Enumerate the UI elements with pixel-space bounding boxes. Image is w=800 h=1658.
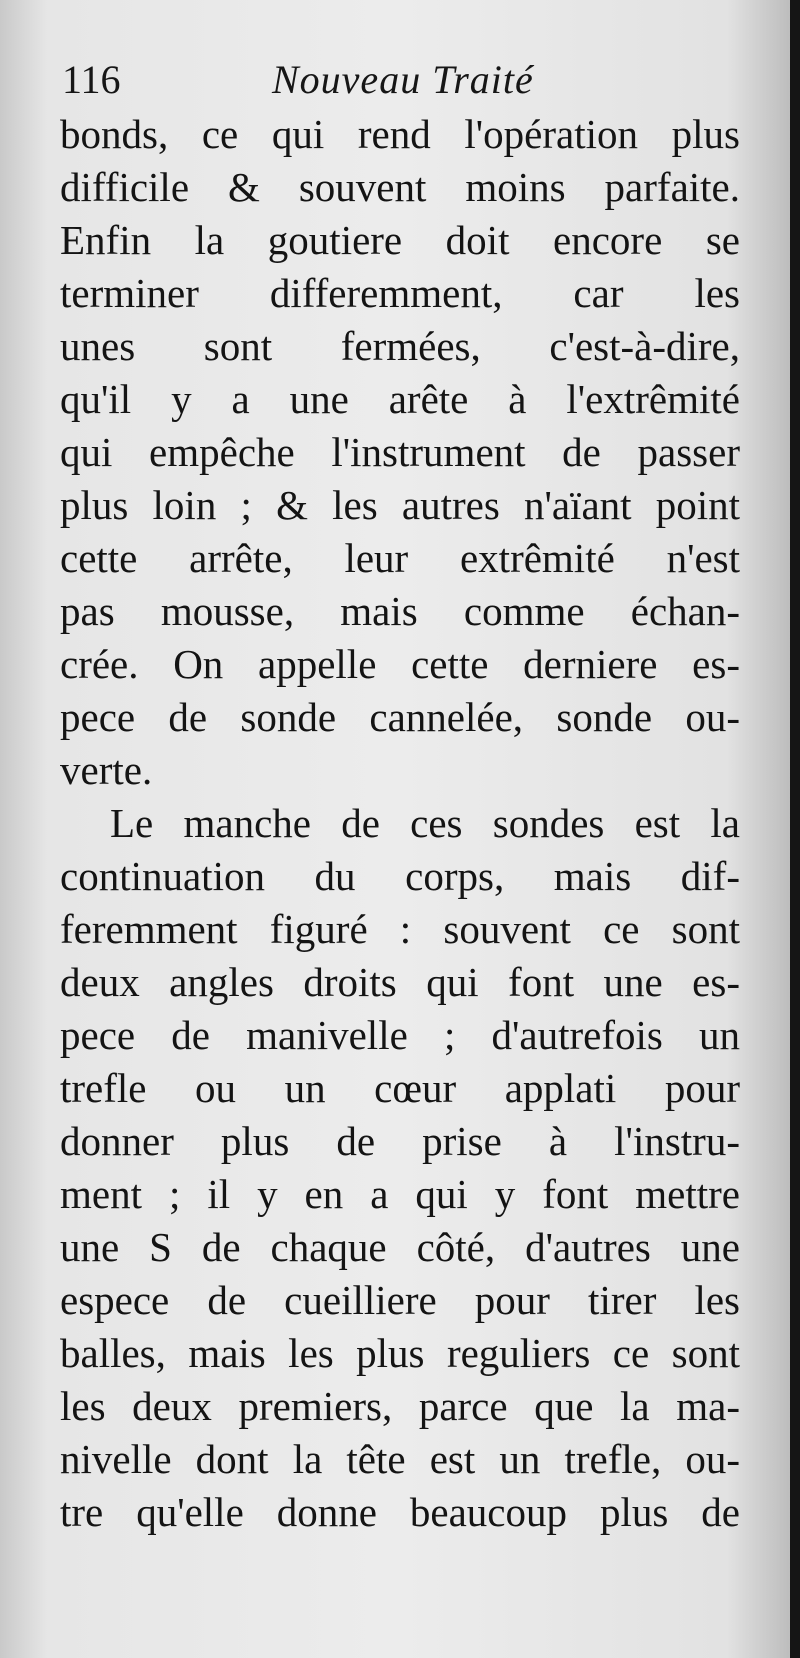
text-line: crée. On appelle cette derniere es-: [60, 641, 740, 687]
text-line: difficile & souvent moins parfaite.: [60, 164, 740, 210]
text-line: balles, mais les plus reguliers ce sont: [60, 1330, 740, 1376]
body-text: [60, 108, 740, 1539]
text-line: espece de cueilliere pour tirer les: [60, 1277, 740, 1323]
text-line: feremment figuré : souvent ce sont: [60, 906, 740, 952]
text-line: Enfin la goutiere doit encore se: [60, 217, 740, 263]
text-line: ment ; il y en a qui y font mettre: [60, 1171, 740, 1217]
text-line: qui empêche l'instrument de passer: [60, 429, 740, 475]
text-line: nivelle dont la tête est un trefle, ou-: [60, 1436, 740, 1482]
text-line: pece de manivelle ; d'autrefois un: [60, 1012, 740, 1058]
text-line: Le manche de ces sondes est la: [110, 800, 740, 846]
text-line: cette arrête, leur extrêmité n'est: [60, 535, 740, 581]
text-line: les deux premiers, parce que la ma-: [60, 1383, 740, 1429]
text-line: bonds, ce qui rend l'opération plus: [60, 111, 740, 157]
text-line: qu'il y a une arête à l'extrêmité: [60, 376, 740, 422]
page-number: 116: [62, 57, 121, 102]
text-line: verte.: [60, 747, 153, 793]
text-line: pas mousse, mais comme échan-: [60, 588, 740, 634]
text-line: une S de chaque côté, d'autres une: [60, 1224, 740, 1270]
text-line: deux angles droits qui font une es-: [60, 959, 740, 1005]
text-line: terminer differemment, car les: [60, 270, 740, 316]
text-line: tre qu'elle donne beaucoup plus de: [60, 1489, 740, 1535]
page-edge-shadow: [790, 0, 800, 1658]
text-line: unes sont fermées, c'est-à-dire,: [60, 323, 740, 369]
text-line: trefle ou un cœur applati pour: [60, 1065, 740, 1111]
running-title: Nouveau Traité: [272, 57, 534, 102]
text-line: plus loin ; & les autres n'aïant point: [60, 482, 740, 528]
text-line: continuation du corps, mais dif-: [60, 853, 740, 899]
page-header: [62, 50, 742, 110]
text-line: pece de sonde cannelée, sonde ou-: [60, 694, 740, 740]
text-line: donner plus de prise à l'instru-: [60, 1118, 740, 1164]
